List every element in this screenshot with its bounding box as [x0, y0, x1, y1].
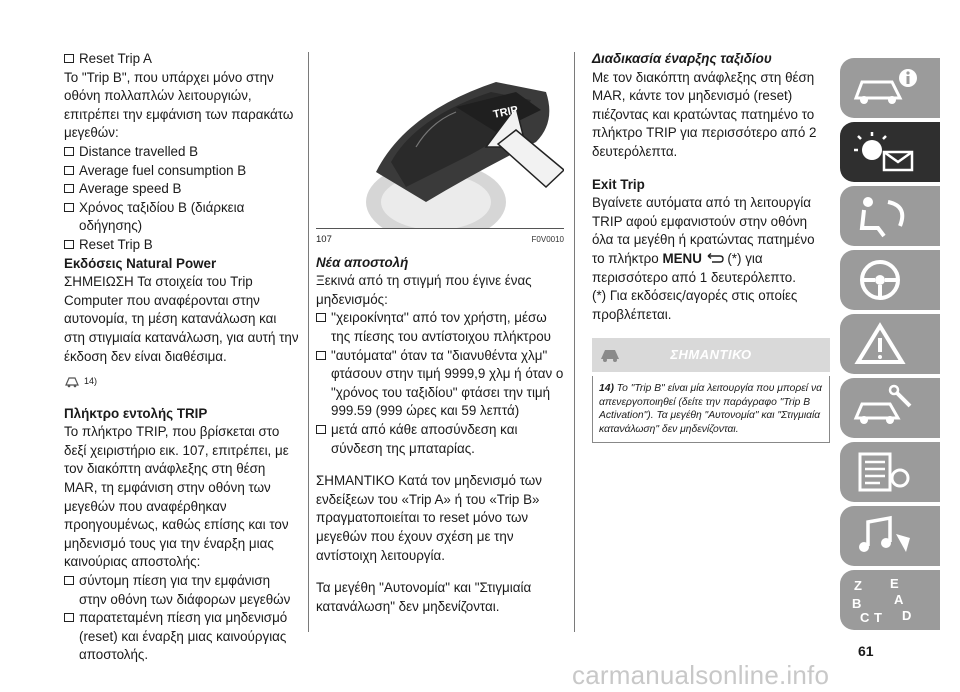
list-item: Average fuel consumption B: [64, 162, 300, 181]
section-heading: Πλήκτρο εντολής TRIP: [64, 405, 208, 421]
list-item: παρατεταμένη πίεση για μηδενισμό (reset) και έναρξη μιας καινούργιας αποστολής.: [64, 609, 300, 665]
list-item: Distance travelled B: [64, 143, 300, 162]
column-divider: [308, 52, 309, 632]
warning-light-mail-icon: [850, 128, 920, 176]
svg-text:E: E: [890, 576, 899, 591]
figure-trip-button: [316, 52, 564, 228]
figure-code: F0V0010: [531, 235, 564, 244]
list-item: σύντομη πίεση για την εμφάνιση στην οθόνη των διάφορων μεγεθών: [64, 572, 300, 609]
svg-text:B: B: [852, 596, 862, 611]
section-heading: Διαδικασία έναρξης ταξιδίου: [592, 51, 772, 66]
bullet-box-icon: [64, 613, 74, 622]
note-reference: 14): [64, 372, 300, 391]
trip-label: TRIP: [492, 103, 520, 121]
list-item: "αυτόματα" όταν τα "διανυθέντα χλμ" φτάσουν στην τιμή 9999,9 χλμ ή όταν ο "χρόνος του ταξιδίου" φτάσει την τιμή 999.59 (999 ώρες και 59 λεπτά): [316, 347, 564, 421]
important-header: [592, 338, 830, 372]
steering-wheel-icon: [850, 256, 920, 304]
tab-specs[interactable]: [840, 442, 940, 502]
steering-stalk-illustration: [316, 52, 564, 228]
figure-caption: [316, 228, 564, 250]
music-nav-icon: [850, 512, 920, 560]
tab-driving[interactable]: [840, 250, 940, 310]
paragraph: Βγαίνετε αυτόματα από τη λειτουργία TRIP αφού εμφανιστούν στην οθόνη όλα τα μεγέθη ή κρατώντας πατημένο το πλήκτρο MENU (*) για περισσότερο από 1 δευτερόλεπτο.: [592, 195, 815, 285]
svg-text:A: A: [894, 592, 904, 607]
svg-text:C: C: [860, 610, 870, 624]
important-title: ΣΗΜΑΝΤΙΚΟ: [670, 347, 752, 363]
chapter-tabs: [840, 58, 940, 634]
bullet-box-icon: [64, 240, 74, 249]
section-heading: Exit Trip: [592, 176, 645, 192]
bullet-box-icon: [316, 425, 326, 434]
list-item: μετά από κάθε αποσύνδεση και σύνδεση της μπαταρίας.: [316, 421, 564, 458]
paragraph: (*) Για εκδόσεις/αγορές στις οποίες προβλέπεται.: [592, 288, 798, 322]
watermark: carmanualsonline.info: [572, 660, 830, 690]
paragraph: Με τον διακόπτη ανάφλεξης στη θέση MAR, κάντε τον μηδενισμό (reset) πιέζοντας και κρατώντας πατημένο το πλήκτρο TRIP για περισσότερο από 2 δευτερόλεπτα.: [592, 69, 817, 159]
paragraph: Ξεκινά από τη στιγμή που έγινε ένας μηδενισμός:: [316, 273, 532, 307]
tab-maintenance[interactable]: [840, 378, 940, 438]
bullet-box-icon: [316, 351, 326, 360]
bullet-box-icon: [64, 184, 74, 193]
tab-index[interactable]: [840, 570, 940, 630]
paragraph: ΣΗΜΑΝΤΙΚΟ Κατά τον μηδενισμό των ενδείξεων του «Trip A» ή του «Trip B» πραγματοποιείται το reset μόνο των μεγεθών που έχουν σχέση με την αντίστοιχη λειτουργία.: [316, 473, 542, 563]
tab-emergency[interactable]: [840, 314, 940, 374]
list-item: ''χειροκίνητα'' από τον χρήστη, μέσω της πίεσης του αντίστοιχου πλήκτρου: [316, 309, 564, 346]
bullet-box-icon: [64, 203, 74, 212]
column-left: [64, 50, 300, 665]
paragraph: Το πλήκτρο TRIP, που βρίσκεται στο δεξί χειριστήριο εικ. 107, επιτρέπει, με τον διακόπτη ανάφλεξης στη θέση MAR, τη εμφάνιση στην οθόνη των μεγεθών που αναφέρθηκαν προηγουμένως, καθώς επίσης και τον μηδενισμό τους για την έναρξη μιας καινούριας αποστολής:: [64, 424, 289, 570]
section-heading: Νέα αποστολή: [316, 254, 409, 270]
tab-safety[interactable]: [840, 186, 940, 246]
specs-list-icon: [850, 448, 920, 496]
column-divider: [574, 52, 575, 632]
seat-airbag-icon: [850, 192, 920, 240]
tab-car-info[interactable]: [840, 58, 940, 118]
paragraph: ΣΗΜΕΙΩΣΗ Τα στοιχεία του Trip Computer που αναφέρονται στην αυτονομία, τη μέση κατανάλωση και στη στιγμιαία κατανάλωση, για αυτή την έκδοση δεν είναι διαθέσιμα.: [64, 274, 299, 364]
list-item: Χρόνος ταξιδίου B (διάρκεια οδήγησης): [64, 199, 300, 236]
car-wrench-icon: [850, 384, 920, 432]
tab-multimedia[interactable]: [840, 506, 940, 566]
list-item: Average speed B: [64, 180, 300, 199]
section-heading: Εκδόσεις Natural Power: [64, 255, 217, 271]
tab-instruments[interactable]: [840, 122, 940, 182]
paragraph: Το "Trip B", που υπάρχει μόνο στην οθόνη πολλαπλών λειτουργιών, επιτρέπει την εμφάνιση των παρακάτω μεγεθών:: [64, 69, 294, 141]
bullet-box-icon: [64, 54, 74, 63]
car-info-icon: [850, 64, 920, 112]
return-arrow-icon: [706, 253, 724, 263]
column-right: [592, 50, 830, 443]
car-warning-icon: [598, 346, 622, 364]
page-number: 61: [858, 643, 874, 659]
menu-key-label: MENU: [662, 250, 702, 266]
car-warning-icon: [64, 375, 80, 388]
list-item: Reset Trip B: [64, 236, 300, 255]
bullet-box-icon: [64, 576, 74, 585]
paragraph: Τα μεγέθη "Αυτονομία" και "Στιγμιαία κατανάλωση" δεν μηδενίζονται.: [316, 580, 532, 614]
bullet-box-icon: [64, 147, 74, 156]
svg-text:D: D: [902, 608, 912, 623]
important-note: 14) Το "Trip B" είναι μία λειτουργία που μπορεί να απενεργοποιηθεί (δείτε την παράγραφο "Trip B Activation"). Τα μεγέθη "Αυτονομία" και "Στιγμιαία κατανάλωση" δεν μηδενίζονται.: [592, 376, 830, 443]
figure-number: 107: [316, 234, 332, 245]
svg-text:T: T: [874, 610, 882, 624]
bullet-box-icon: [64, 166, 74, 175]
column-middle: [316, 52, 564, 616]
warning-triangle-icon: [850, 320, 920, 368]
svg-text:Z: Z: [854, 578, 862, 593]
alphabet-index-icon: [850, 576, 920, 624]
bullet-box-icon: [316, 313, 326, 322]
list-item: Reset Trip A: [64, 50, 300, 69]
